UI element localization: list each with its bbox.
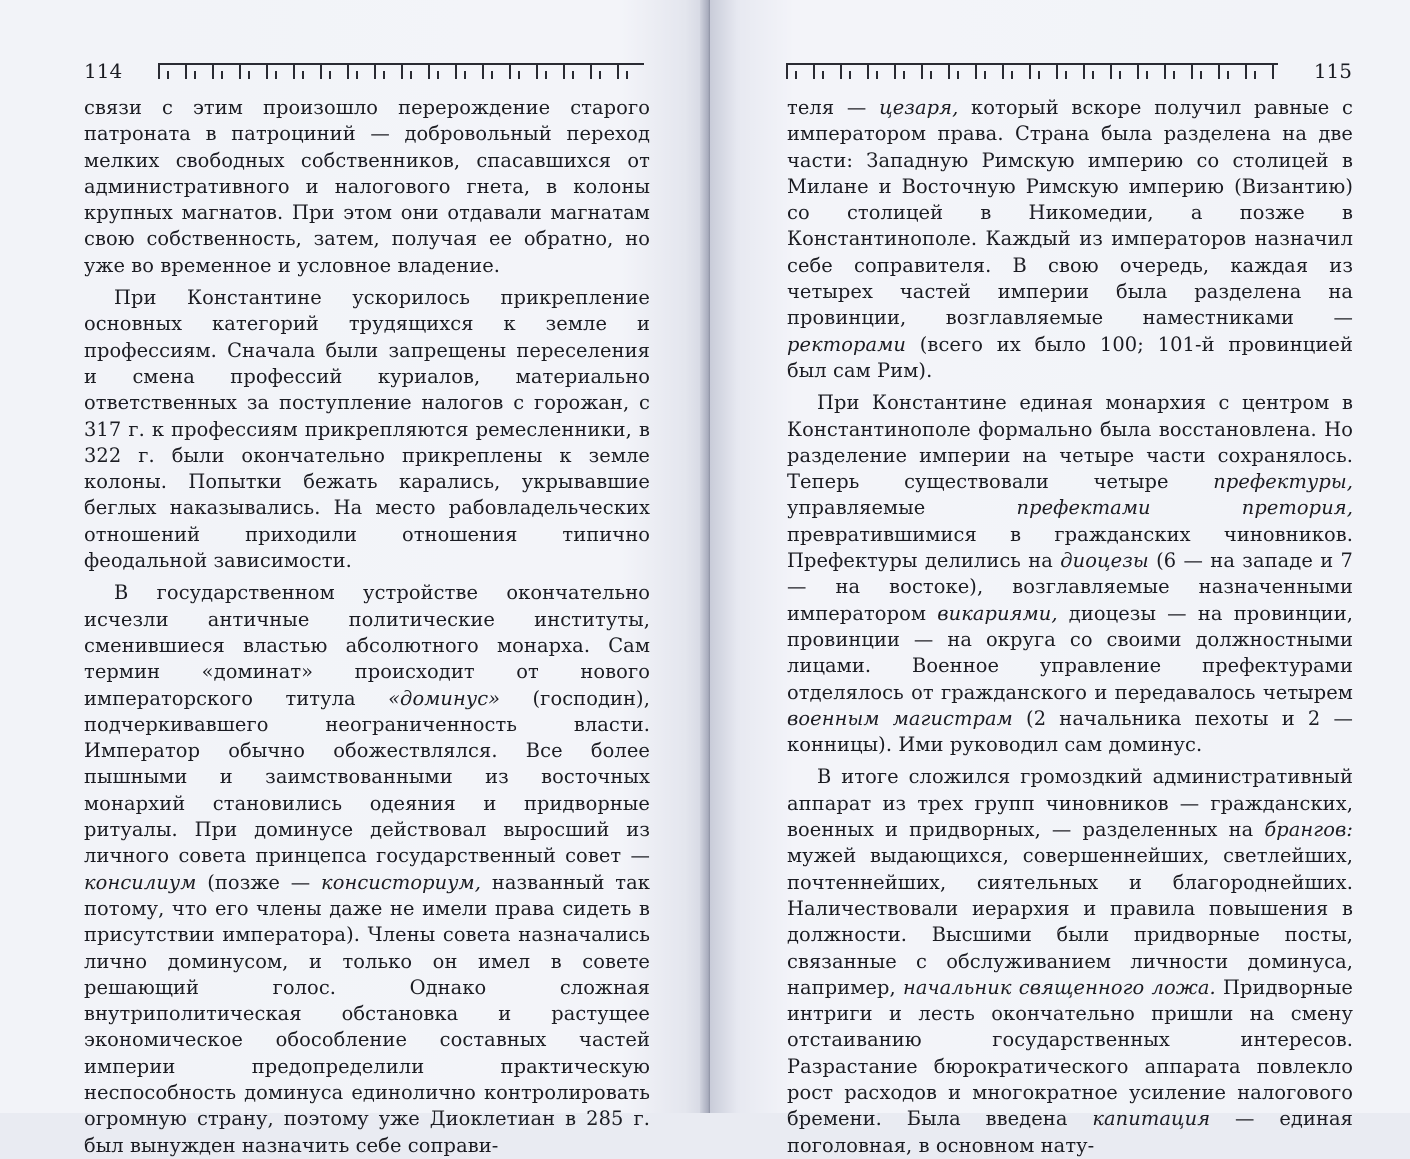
text-run: — единая поголовная, в основном нату- [787,1107,1353,1157]
term-dominus: «доминус» [388,686,501,710]
paragraph [787,95,1353,384]
term-dioceses: диоцезы [1060,549,1149,573]
text-run: В итоге сложился громоздкий административный аппарат из трех групп чиновников — гражданских, военных и придворных, — разделенных на [787,765,1353,842]
left-page-body [84,95,650,1159]
page-number: 114 [84,59,123,83]
text-run: мужей выдающихся, совершеннейших, светлейших, почтеннейших, сиятельных и благороднейших. Наличествовали иерархия и правила повышения в должности. Высшими были придворные посты, связанные с обслуживанием личности доминуса, например, [787,844,1353,999]
right-page [710,0,1410,1157]
text-run: (позже — [196,870,322,894]
term-vicars: викариями, [937,601,1058,625]
paragraph: При Константине ускорилось прикрепление основных категорий трудящихся к земле и профессиям. Сначала были запрещены переселения и смена профессий куриалов, материально ответственных за поступление налогов с горожан, с 317 г. к профессиям прикрепляются ремесленники, в 322 г. были окончательно прикреплены к земле колоны. Попытки бежать карались, укрывавшие беглых наказывались. На место рабовладельческих отношений приходили отношения типично феодальной зависимости. [84,286,650,573]
term-consistorium: консисториум, [321,870,482,894]
paragraph [84,580,650,1159]
term-chamberlain: начальник священного ложа. [902,975,1216,999]
paragraph [787,390,1353,758]
text-run: диоцезы — на провинции, провинции — на округа со своими должностными лицами. Военное управление префектурами отделялось от гражданского и передавалось четырем [787,601,1353,704]
term-brangs: брангов: [1264,818,1353,842]
text-run: (всего их было 100; 101-й провинцией был сам Рим). [787,332,1353,382]
paragraph: связи с этим произошло перерождение старого патроната в патроциний — добровольный переход мелких свободных собственников, спасавшихся от административного и налогового гнета, в колоны крупных магнатов. При этом они отдавали магнатам свою собственность, затем, получая ее обратно, но уже во временное и условное владение. [84,96,650,277]
term-prefectures: префектуры, [1213,470,1353,494]
text-run: В государственном устройстве окончательно исчезли античные политические институты, сменившиеся властью абсолютного монарха. Сам термин «доминат» происходит от нового императорского титула [84,581,650,710]
term-capitation: капитация [1092,1107,1211,1131]
term-consilium: консилиум [84,870,197,894]
paragraph [787,764,1353,1158]
greek-key-border-icon [158,63,644,79]
text-run: (2 начальника пехоты и 2 — конницы). Ими руководил сам доминус. [787,706,1353,757]
text-run: превратившимися в гражданских чиновников. Префектуры делились на [787,522,1353,573]
page-number: 115 [1313,59,1352,83]
text-run: который вскоре получил равные с императором права. Страна была разделена на две части: Западную Римскую империю со столицей в Милане и Восточную Римскую империю (Византию) со столицей в Никомедии, а позже в Константинополе. Каждый из императоров назначил себе соправителя. В свою очередь, каждая из четырех частей империи была разделена на провинции, возглавляемые наместниками — [787,96,1353,330]
text-run: (господин), подчеркивавшего неограниченность власти. Император обычно обожествлялся. Все более пышными и заимствованными из восточных монархий становились одеяния и придворные ритуалы. При доминусе действовал выросший из личного совета принцепса государственный совет — [84,686,650,868]
greek-key-border-icon [786,63,1278,79]
term-rectors: ректорами [787,332,906,356]
text-run: управляемые [787,496,1017,520]
text-run: названный так потому, что его члены даже не имели права сидеть в присутствии императора). Члены совета назначались лично доминусом, и только он имел в совете решающий голос. Однако сложная внутриполитическая обстановка и растущее экономическое обособление составных частей империи предопределили практическую неспособность доминуса единолично контролировать огромную страну, поэтому уже Диоклетиан в 285 г. был вынужден назначить себе соправи- [84,870,650,1157]
right-page-header [786,58,1352,84]
right-page-body [787,95,1353,1159]
text-run: Придворные интриги и лесть окончательно пришли на смену отстаиванию государственных интересов. Разрастание бюрократического аппарата повлекло рост расходов и многократное усиление налогового бремени. Была введена [787,975,1353,1131]
term-praetorian-prefects: префектами претория, [1016,496,1353,520]
text-run: теля — [787,96,880,119]
left-page [0,0,706,1157]
text-run: (6 — на западе и 7 — на востоке), возглавляемые назначенными императором [787,549,1353,625]
term-caesar: цезаря, [879,96,959,119]
term-military-magistrates: военным магистрам [787,706,1013,730]
text-run: При Константине единая монархия с центром в Константинополе формально была восстановлена. Но разделение империи на четыре части сохранялось. Теперь существовали четыре [787,391,1353,494]
left-page-header [84,58,644,84]
